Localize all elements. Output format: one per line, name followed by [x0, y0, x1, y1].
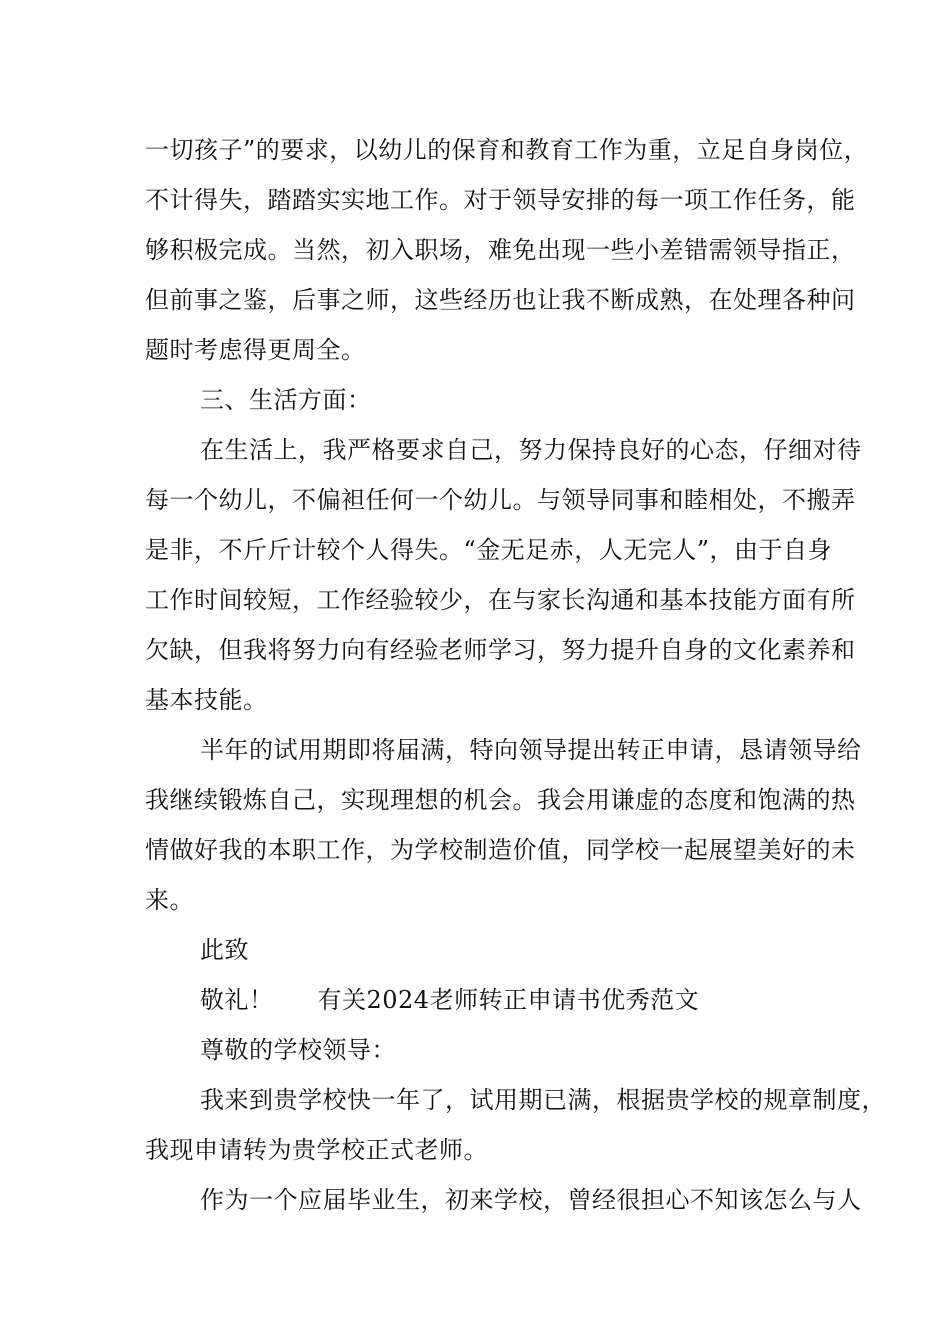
paragraph-line: 工作时间较短，工作经验较少，在与家长沟通和基本技能方面有所	[145, 586, 856, 614]
paragraph-line: 来。	[145, 886, 194, 914]
paragraph-line: 欠缺，但我将努力向有经验老师学习，努力提升自身的文化素养和	[145, 636, 856, 664]
document-title: 有关2024老师转正申请书优秀范文	[317, 986, 700, 1014]
paragraph-line: 我继续锻炼自己，实现理想的机会。我会用谦虚的态度和饱满的热	[145, 786, 856, 814]
salutation-row	[200, 984, 699, 1016]
paragraph-line: 题时考虑得更周全。	[145, 336, 366, 364]
paragraph-line: 不计得失，踏踏实实地工作。对于领导安排的每一项工作任务，能	[145, 186, 856, 214]
paragraph-line: 我现申请转为贵学校正式老师。	[145, 1136, 488, 1164]
closing-line: 此致	[200, 936, 249, 964]
greeting-line: 尊敬的学校领导：	[200, 1036, 396, 1064]
paragraph-line: 基本技能。	[145, 686, 268, 714]
paragraph-line: 是非，不斤斤计较个人得失。“金无足赤，人无完人”，由于自身	[145, 536, 833, 564]
paragraph-line: 情做好我的本职工作，为学校制造价值，同学校一起展望美好的未	[145, 836, 856, 864]
paragraph-line: 每一个幼儿，不偏袒任何一个幼儿。与领导同事和睦相处，不搬弄	[145, 486, 856, 514]
paragraph-line: 在生活上，我严格要求自己，努力保持良好的心态，仔细对待	[200, 436, 862, 464]
closing-salute: 敬礼！	[200, 986, 274, 1014]
paragraph-line: 但前事之鉴，后事之师，这些经历也让我不断成熟，在处理各种问	[145, 286, 856, 314]
paragraph-line: 够积极完成。当然，初入职场，难免出现一些小差错需领导指正，	[145, 236, 856, 264]
paragraph-line: 半年的试用期即将届满，特向领导提出转正申请，恳请领导给	[200, 736, 862, 764]
paragraph-line: 作为一个应届毕业生，初来学校，曾经很担心不知该怎么与人	[200, 1186, 862, 1214]
paragraph-line: 我来到贵学校快一年了，试用期已满，根据贵学校的规章制度，	[200, 1086, 886, 1114]
section-heading: 三、生活方面：	[200, 386, 372, 414]
paragraph-line: 一切孩子”的要求，以幼儿的保育和教育工作为重，立足自身岗位，	[145, 136, 869, 164]
